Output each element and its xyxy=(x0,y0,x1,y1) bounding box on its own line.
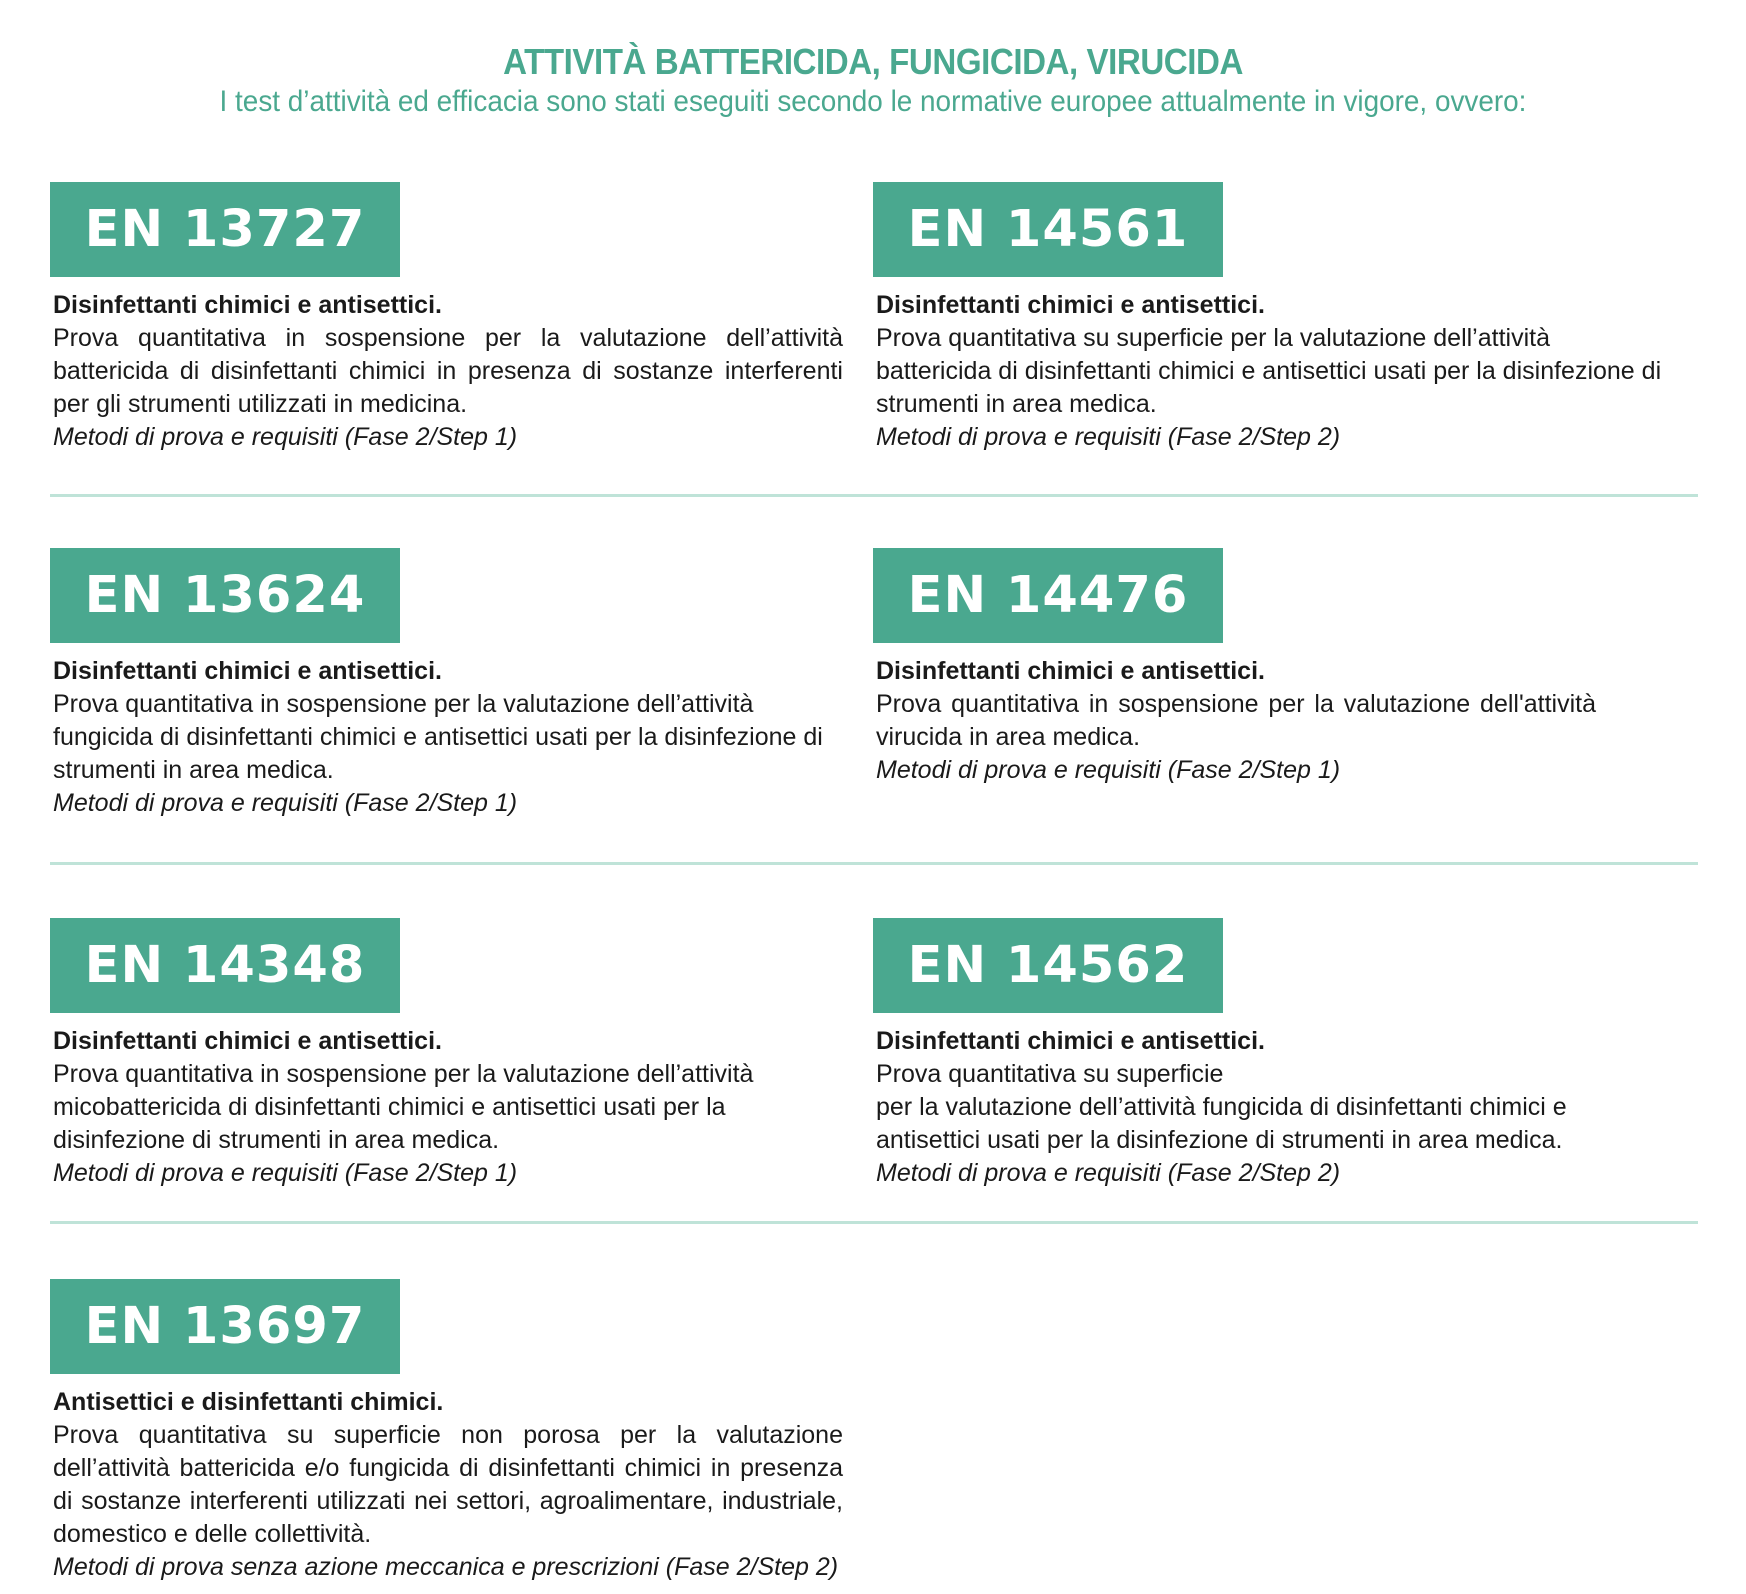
standard-description: Prova quantitativa in sospensione per la valutazione dell’attività fungicida di disinfettanti chimici e antisettici usati per la disinfezione di strumenti in area medica. xyxy=(53,690,823,784)
standard-description: Prova quantitativa su superficie per la valutazione dell’attività battericida di disinfettanti chimici e antisettici usati per la disinfezione di strumenti in area medica. xyxy=(876,324,1662,418)
standard-heading: Antisettici e disinfettanti chimici. xyxy=(53,1388,444,1416)
standard-code-badge: EN 13624 xyxy=(50,548,400,643)
standard-code-badge: EN 14562 xyxy=(873,918,1223,1013)
standard-heading: Disinfettanti chimici e antisettici. xyxy=(53,291,442,319)
standard-code-badge: EN 13697 xyxy=(50,1279,400,1374)
section-divider xyxy=(50,1221,1698,1224)
page-subtitle: I test d’attività ed efficacia sono stati eseguiti secondo le normative europee attualmente in vigore, ovvero: xyxy=(219,85,1527,118)
standard-note: Metodi di prova e requisiti (Fase 2/Step 1) xyxy=(53,789,518,817)
standard-description: Prova quantitativa su superficie per la valutazione dell’attività fungicida di disinfettanti chimici e antisettici usati per la disinfezione di strumenti in area medica. xyxy=(876,1060,1567,1154)
standard-note: Metodi di prova e requisiti (Fase 2/Step 1) xyxy=(876,756,1341,784)
page-title: ATTIVITÀ BATTERICIDA, FUNGICIDA, VIRUCIDA xyxy=(503,41,1243,82)
standard-description: Prova quantitativa su superficie non porosa per la valutazione dell’attività battericida e/o fungicida di disinfettanti chimici in presenza di sostanze interferenti utilizzati nei settori, agroalimentare, industriale, domestico e delle collettività. xyxy=(53,1421,843,1548)
standard-card-en14348 xyxy=(50,918,850,1190)
standard-description: Prova quantitativa in sospensione per la valutazione dell'attività virucida in area medica. xyxy=(876,690,1596,751)
standard-card-en13697 xyxy=(50,1279,850,1584)
standard-code-badge: EN 13727 xyxy=(50,182,400,277)
standard-description: Prova quantitativa in sospensione per la valutazione dell’attività battericida di disinfettanti chimici in presenza di sostanze interferenti per gli strumenti utilizzati in medicina. xyxy=(53,324,843,418)
standard-card-en14561 xyxy=(873,182,1673,454)
standard-heading: Disinfettanti chimici e antisettici. xyxy=(53,657,442,685)
section-divider xyxy=(50,494,1698,497)
standard-card-en13624 xyxy=(50,548,850,820)
standard-heading: Disinfettanti chimici e antisettici. xyxy=(876,1027,1265,1055)
standard-note: Metodi di prova e requisiti (Fase 2/Step 1) xyxy=(53,1159,518,1187)
standard-code-badge: EN 14348 xyxy=(50,918,400,1013)
standard-description: Prova quantitativa in sospensione per la valutazione dell’attività micobattericida di disinfettanti chimici e antisettici usati per la disinfezione di strumenti in area medica. xyxy=(53,1060,754,1154)
standard-code-badge: EN 14561 xyxy=(873,182,1223,277)
standard-note: Metodi di prova e requisiti (Fase 2/Step 1) xyxy=(53,423,518,451)
standard-card-en13727 xyxy=(50,182,850,454)
standard-heading: Disinfettanti chimici e antisettici. xyxy=(876,657,1265,685)
standard-note: Metodi di prova senza azione meccanica e prescrizioni (Fase 2/Step 2) xyxy=(53,1553,839,1581)
standard-heading: Disinfettanti chimici e antisettici. xyxy=(53,1027,442,1055)
standard-card-en14476 xyxy=(873,548,1673,787)
standard-note: Metodi di prova e requisiti (Fase 2/Step 2) xyxy=(876,1159,1341,1187)
standard-note: Metodi di prova e requisiti (Fase 2/Step 2) xyxy=(876,423,1341,451)
standard-card-en14562 xyxy=(873,918,1673,1190)
page-header xyxy=(0,40,1746,120)
standard-heading: Disinfettanti chimici e antisettici. xyxy=(876,291,1265,319)
standard-code-badge: EN 14476 xyxy=(873,548,1223,643)
section-divider xyxy=(50,862,1698,865)
